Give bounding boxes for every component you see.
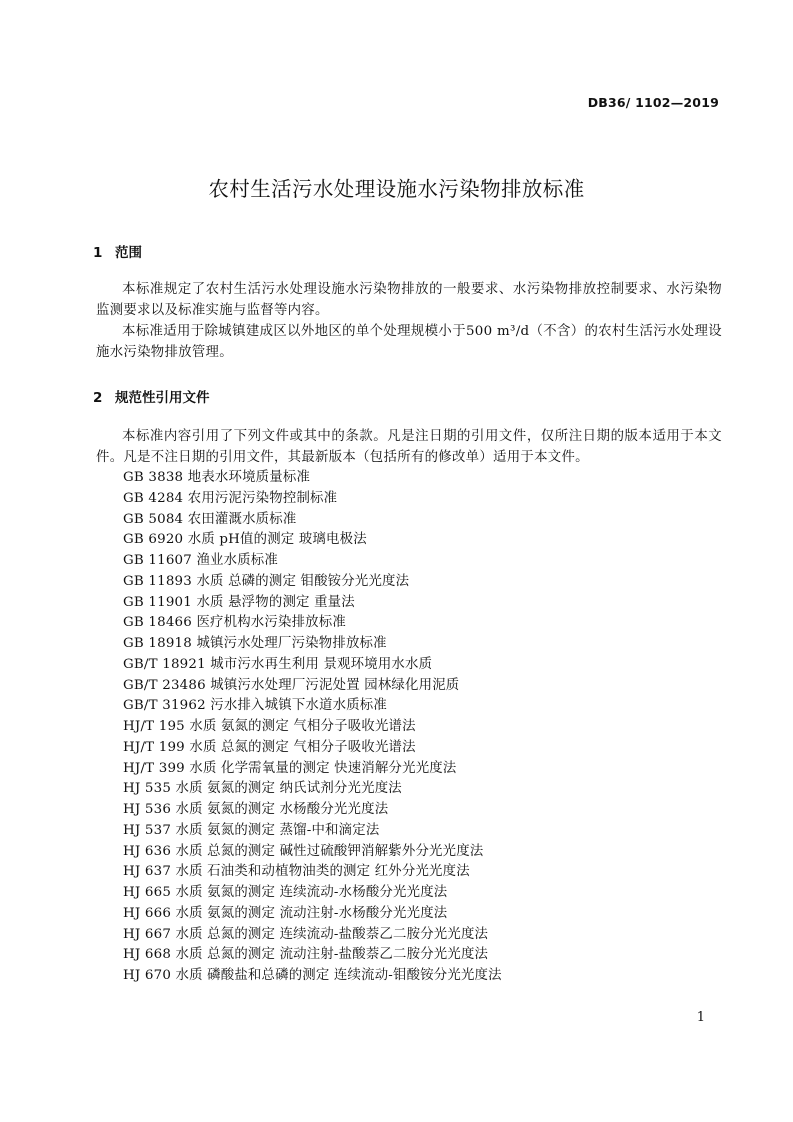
reference-item: HJ/T 199 水质 总氮的测定 气相分子吸收光谱法 — [123, 739, 416, 755]
reference-item: HJ 670 水质 磷酸盐和总磷的测定 连续流动-钼酸铵分光光度法 — [123, 968, 502, 983]
document-code: DB36/ 1102—2019 — [587, 95, 719, 110]
reference-item: GB 5084 农田灌溉水质标准 — [123, 511, 297, 527]
reference-item: HJ 666 水质 氨氮的测定 流动注射-水杨酸分光光度法 — [123, 905, 448, 921]
reference-item: GB 18466 医疗机构水污染排放标准 — [123, 615, 346, 631]
reference-item: GB 11901 水质 悬浮物的测定 重量法 — [123, 594, 355, 610]
reference-item: HJ 537 水质 氨氮的测定 蒸馏-中和滴定法 — [123, 822, 380, 838]
section-1-title: 范围 — [115, 245, 142, 261]
reference-item: HJ 535 水质 氨氮的测定 纳氏试剂分光光度法 — [123, 781, 402, 797]
reference-item: GB/T 31962 污水排入城镇下水道水质标准 — [123, 698, 387, 714]
section-2-intro: 本标准内容引用了下列文件或其中的条款。凡是注日期的引用文件，仅所注日期的版本适用于本文件。凡是不注日期的引用文件，其最新版本（包括所有的修改单）适用于本文件。 — [96, 429, 722, 465]
section-2-number: 2 — [93, 390, 103, 406]
document-title: 农村生活污水处理设施水污染物排放标准 — [208, 177, 585, 201]
section-1-number: 1 — [93, 245, 103, 261]
reference-item: GB 3838 地表水环境质量标准 — [123, 470, 311, 485]
section-2-title: 规范性引用文件 — [115, 390, 210, 406]
reference-item: HJ 667 水质 总氮的测定 连续流动-盐酸萘乙二胺分光光度法 — [123, 926, 489, 942]
reference-item: GB 4284 农用污泥污染物控制标准 — [123, 490, 338, 506]
reference-item: GB 11607 渔业水质标准 — [123, 553, 278, 568]
reference-item: HJ 536 水质 氨氮的测定 水杨酸分光光度法 — [123, 802, 389, 817]
reference-item: GB/T 23486 城镇污水处理厂污泥处置 园林绿化用泥质 — [123, 677, 460, 693]
section-1-heading — [93, 241, 142, 261]
reference-item: GB/T 18921 城市污水再生利用 景观环境用水水质 — [123, 656, 433, 672]
section-1-paragraph-2: 本标准适用于除城镇建成区以外地区的单个处理规模小于500 m³/d（不含）的农村生活污水处理设施水污染物排放管理。 — [96, 324, 722, 360]
section-2-heading — [93, 386, 210, 406]
reference-item: GB 6920 水质 pH值的测定 玻璃电极法 — [123, 532, 367, 548]
reference-item: HJ 668 水质 总氮的测定 流动注射-盐酸萘乙二胺分光光度法 — [123, 947, 489, 963]
section-1-paragraph-1: 本标准规定了农村生活污水处理设施水污染物排放的一般要求、水污染物排放控制要求、水污染物监测要求以及标准实施与监督等内容。 — [96, 282, 722, 318]
reference-item: HJ 636 水质 总氮的测定 碱性过硫酸钾消解紫外分光光度法 — [123, 843, 484, 859]
reference-item: HJ 665 水质 氨氮的测定 连续流动-水杨酸分光光度法 — [123, 885, 448, 900]
reference-item: GB 11893 水质 总磷的测定 钼酸铵分光光度法 — [123, 573, 410, 589]
reference-item: HJ 637 水质 石油类和动植物油类的测定 红外分光光度法 — [123, 864, 470, 880]
page-number: 1 — [696, 1010, 705, 1025]
reference-item: HJ/T 195 水质 氨氮的测定 气相分子吸收光谱法 — [123, 719, 416, 734]
reference-item: HJ/T 399 水质 化学需氧量的测定 快速消解分光光度法 — [123, 760, 457, 776]
reference-list — [123, 468, 502, 987]
reference-item: GB 18918 城镇污水处理厂污染物排放标准 — [123, 636, 387, 651]
